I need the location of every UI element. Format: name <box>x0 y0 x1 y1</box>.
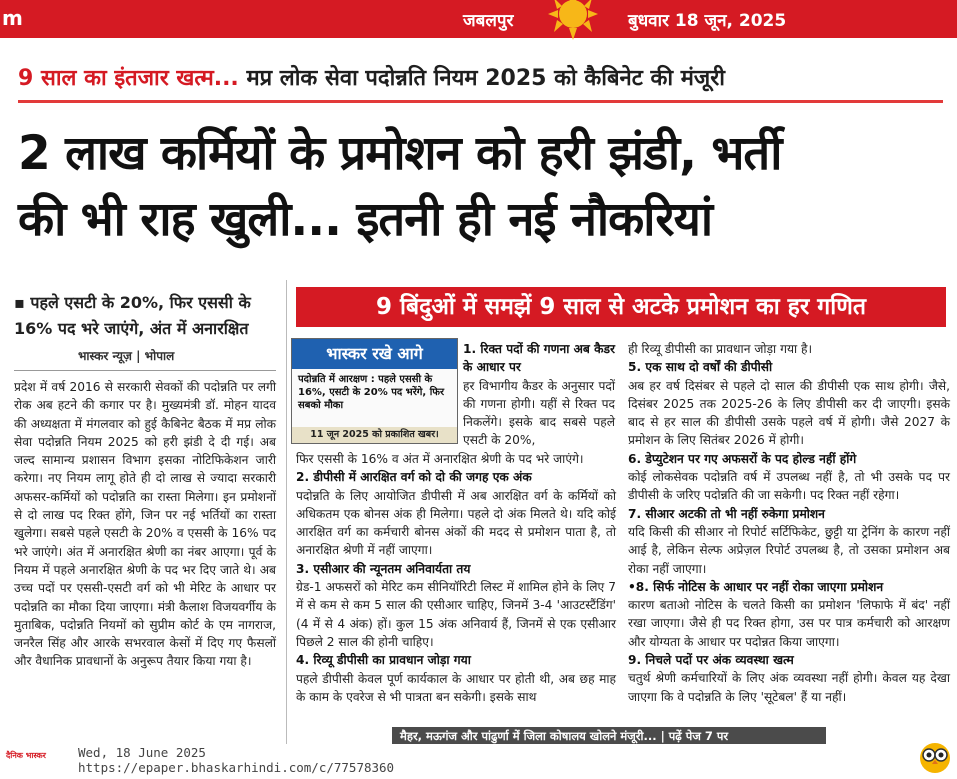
kicker-black: मप्र लोक सेवा पदोन्नति नियम 2025 को कैबिनेट की मंजूरी <box>238 66 725 91</box>
footer-date: Wed, 18 June 2025 <box>78 745 206 760</box>
sun-logo-icon <box>538 0 608 44</box>
point-1-title: 1. रिक्त पदों की गणना अब कैडर के आधार पर <box>463 342 615 375</box>
point-6-body: कोई लोकसेवक पदोन्नति वर्ष में उपलब्ध नहीं है, तो भी उसके पद पर डीपीसी के जरिए पदोन्नति की जा सकेगी। पद रिक्त नहीं रहेगा। <box>628 470 950 503</box>
point-8-body: कारण बताओ नोटिस के चलते किसी का प्रमोशन 'लिफाफे में बंद' नहीं रखा जाएगा। जैसे ही पद रिक्त होगा, उस पर पात्र कर्मचारी को आरक्षण और योग्यता के आधार पर पदोन्नत किया जाएगा। <box>628 598 950 649</box>
owl-mascot-icon <box>918 738 952 774</box>
point-2-body: पदोन्नति के लिए आयोजित डीपीसी में अब आरक्षित वर्ग के कर्मियों को अधिकतम एक बोनस अंक ही मिलेगा। पहले दो अंक मिलते थे। यदि कोई आरक्षित वर्ग का कर्मचारी बोनस अंकों की मदद से प्रमोशन पाता है, तो अनारक्षित श्रेणी में नहीं जाएगा। <box>296 488 616 558</box>
kicker-headline <box>18 62 943 92</box>
point-4-title: 4. रिव्यू डीपीसी का प्रावधान जोड़ा गया <box>296 653 471 668</box>
point-7-body: यदि किसी की सीआर नो रिपोर्ट सर्टिफिकेट, छुट्टी या ट्रेनिंग के कारण नहीं आई है, लेकिन सेल्फ अप्रेज़ल रिपोर्ट उपलब्ध है, तो उसका प्रमोशन अब रोका नहीं जाएगा। <box>628 524 950 576</box>
kicker-divider <box>18 100 943 103</box>
byline-divider <box>14 370 276 371</box>
bottom-teaser-strip[interactable]: मैहर, मऊगंज और पांढुर्णा में जिला कोषालय खोलने मंजूरी... | पढ़ें पेज 7 पर <box>392 727 826 745</box>
point-8-title: •8. सिर्फ नोटिस के आधार पर नहीं रोका जाएगा प्रमोशन <box>628 579 884 594</box>
kicker-red: 9 साल का इंतजार खत्म... <box>18 66 239 91</box>
headline-line-2: की भी राह खुली... इतनी ही नई नौकरियां <box>18 192 713 247</box>
points-5-9 <box>628 340 950 706</box>
edition-date: बुधवार 18 जून, 2025 <box>628 11 787 31</box>
bhaskar-inset-box <box>291 338 458 444</box>
epaper-footer <box>0 744 957 779</box>
footer-logo: दैनिक भास्कर <box>6 751 46 760</box>
point-3-title: 3. एसीआर की न्यूनतम अनिवार्यता तय <box>296 561 471 576</box>
points-2-4 <box>296 450 616 706</box>
inset-footer: 11 जून 2025 को प्रकाशित खबर। <box>292 427 457 443</box>
point-5-title: 5. एक साथ दो वर्षों की डीपीसी <box>628 360 773 375</box>
point-9-title: 9. निचले पदों पर अंक व्यवस्था खत्म <box>628 653 794 668</box>
footer-url[interactable]: https://epaper.bhaskarhindi.com/c/77578360 <box>78 760 395 775</box>
point-2-title: 2. डीपीसी में आरक्षित वर्ग को दो की जगह एक अंक <box>296 470 532 485</box>
inset-title: भास्कर रखे आगे <box>292 339 457 369</box>
point-1-body: हर विभागीय कैडर के अनुसार पदों की गणना होगी। यहीं से रिक्त पद निकलेंगे। इसके बाद सबसे पहले एसटी के 20%, <box>463 378 615 448</box>
point-1-continued: फिर एससी के 16% व अंत में अनारक्षित श्रेणी के पद भरे जाएंगे। <box>296 452 584 466</box>
point-5-body: अब हर वर्ष दिसंबर से पहले दो साल की डीपीसी एक साथ होगी। जैसे, दिसंबर 2025 तक 2025-26 के लिए डीपीसी कर दी जाएगी। इसके बाद से हर साल की डीपीसी उसके पहले वर्ष में होगी। जैसे 2027 के प्रमोशन के लिए सितंबर 2026 में होगी। <box>628 378 950 448</box>
point-7-title: 7. सीआर अटकी तो भी नहीं रुकेगा प्रमोशन <box>628 506 825 521</box>
left-subheadline: ▪ पहले एसटी के 20%, फिर एससी के 16% पद भरे जाएंगे, अंत में अनारक्षित <box>14 293 251 338</box>
masthead-bar <box>0 0 957 38</box>
point-9-body: चतुर्थ श्रेणी कर्मचारियों के लिए अंक व्यवस्था नहीं होगी। केवल यह देखा जाएगा कि वे पदोन्नति के लिए 'सूटेबल' हैं या नहीं। <box>628 671 950 704</box>
point-6-title: 6. डेप्युटेशन पर गए अफसरों के पद होल्ड नहीं होंगे <box>628 451 857 466</box>
headline-line-1: 2 लाख कर्मियों के प्रमोशन को हरी झंडी, भर्ती <box>18 126 782 181</box>
inset-text: पदोन्नति में आरक्षण : पहले एससी के 16%, एसटी के 20% पद भरेंगे, फिर सबको मौका <box>298 374 445 411</box>
point-3-body: ग्रेड-1 अफसरों को मेरिट कम सीनियॉरिटी लिस्ट में शामिल होने के लिए 7 में से कम से कम 5 साल की एसीआर चाहिए, जिनमें 3-4 'आउटस्टैंडिंग' (4 में से 4 अंक) हों। कुल 15 अंक अनिवार्य हैं, जिनमें से एक एसीआर पिछले 2 साल की होनी चाहिए। <box>296 580 616 649</box>
point-4-body: पहले डीपीसी केवल पूर्ण कार्यकाल के आधार पर होती थी, अब छह माह के काम के एवरेज से भी पात्रता बन सकेगी। इसके साथ <box>296 671 616 704</box>
masthead-brand: m <box>2 6 23 30</box>
explainer-banner: 9 बिंदुओं में समझें 9 साल से अटके प्रमोशन का हर गणित <box>296 287 946 327</box>
point-1 <box>463 340 615 450</box>
point-4-continued: ही रिव्यू डीपीसी का प्रावधान जोड़ा गया है। <box>628 342 813 356</box>
column-divider <box>286 280 287 745</box>
edition-city: जबलपुर <box>463 11 514 31</box>
left-article-body: प्रदेश में वर्ष 2016 से सरकारी सेवकों की पदोन्नति पर लगी रोक अब हटने की कगार पर है। मुख्यमंत्री डॉ. मोहन यादव की अध्यक्षता में मंगलवार को हुई कैबिनेट बैठक में मप्र लोक सेवा पदोन्नति नियम 2025 को हरी झंडी दे दी गई। अब जल्द सामान्य प्रशासन विभाग इसका नोटिफिकेशन जारी करेगा। नए नियम लागू होते ही दो लाख से ज्यादा सरकारी अफसर-कर्मियों को पदोन्नति का रास्ता मिलेगा। इन प्रमोशनों से दो लाख पद रिक्त होंगे, जिन पर नई भर्तियों का रास्ता खुलेगा। सबसे पहले एसटी के 20% व एससी के 16% पद भरे जाएंगे। अंत में अनारक्षित श्रेणी का नंबर आएगा। पूर्व के नियम में पहले अनारक्षित श्रेणी के पद भर दिए जाते थे। अब उच्च पदों पर एससी-एसटी वर्ग को भी मेरिट के आधार पर पदोन्नति का मौका दिया जाएगा। मंत्री कैलाश विजयवर्गीय के मुताबिक, पदोन्नति नियमों को सुप्रीम कोर्ट के एम नागराज, जनरैल सिंह और आरके सभरवाल केसों में दिए गए फैसलों और वैधानिक प्रावधानों के अनुरूप तैयार किया गया है। <box>14 380 276 669</box>
byline: भास्कर न्यूज़ | भोपाल <box>78 349 175 363</box>
main-headline <box>18 121 943 253</box>
